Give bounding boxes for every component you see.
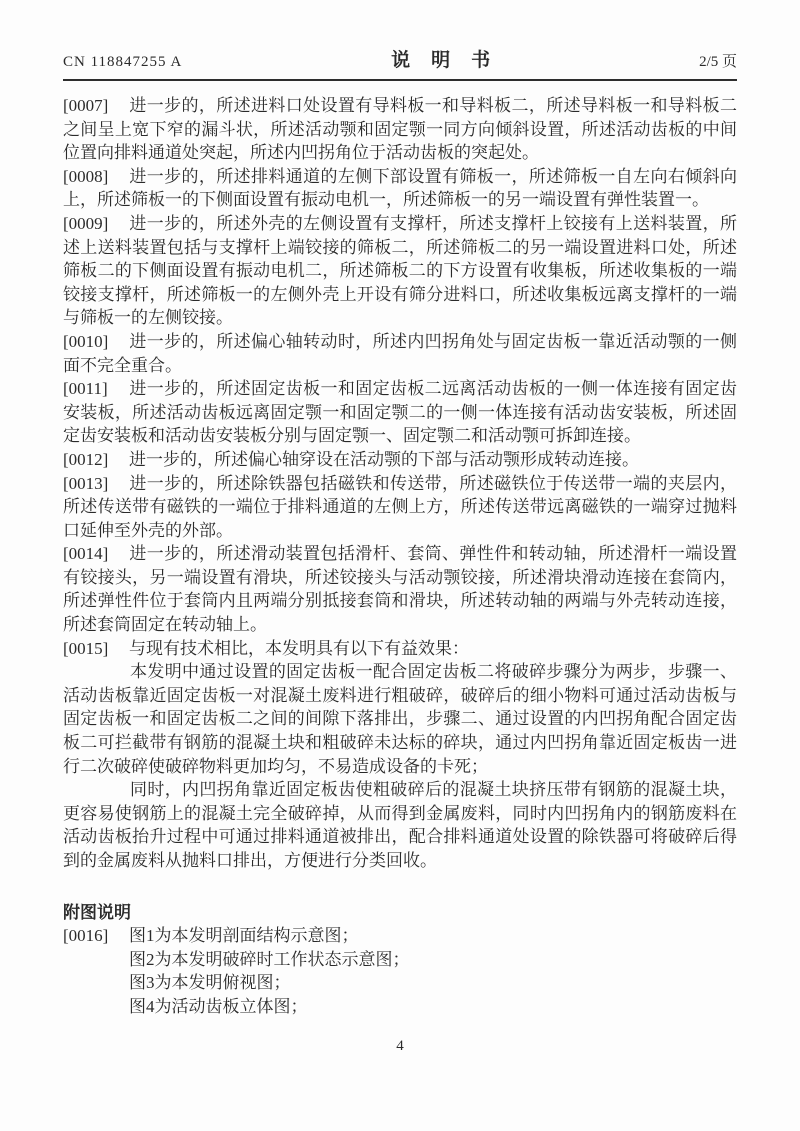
figure-line-4 xyxy=(63,995,737,1019)
paragraph-0012 xyxy=(63,448,737,472)
figure-line-text: 图3为本发明俯视图； xyxy=(129,973,291,993)
paragraph-0010 xyxy=(63,330,737,377)
paragraph-0007 xyxy=(63,94,737,165)
paragraph-number: [0013] xyxy=(63,473,109,493)
paragraph-text: 进一步的，所述外壳的左侧设置有支撑杆，所述支撑杆上铰接有上送料装置，所述上送料装置包括与支撑杆上端铰接的筛板二，所述筛板二的另一端设置进料口处，所述筛板二的下侧面设置有振动电机二，所述筛板二的下方设置有收集板，所述收集板的一端铰接支撑杆，所述筛板一的左侧外壳上开设有筛分进料口，所述收集板远离支撑杆的一端与筛板一的左侧铰接。 xyxy=(63,213,737,328)
page-header xyxy=(63,0,737,81)
paragraph-0008 xyxy=(63,165,737,212)
patent-number: CN 118847255 A xyxy=(63,54,183,70)
page-number: 4 xyxy=(396,1038,404,1054)
page-indicator: 2/5 页 xyxy=(699,54,737,70)
figure-list xyxy=(63,924,737,1018)
paragraph-number: [0015] xyxy=(63,638,109,658)
paragraph-0014 xyxy=(63,542,737,636)
paragraph-indent-10 xyxy=(63,778,737,872)
paragraph-text: 本发明中通过设置的固定齿板一配合固定齿板二将破碎步骤分为两步，步骤一、活动齿板靠近固定齿板一对混凝土废料进行粗破碎，破碎后的细小物料可通过活动齿板与固定齿板一和固定齿板二之间的间隙下落排出，步骤二、通过设置的内凹拐角配合固定齿板二可拦截带有钢筋的混凝土块和粗破碎未达标的碎块，通过内凹拐角靠近固定板齿一进行二次破碎使破碎物料更加均匀，不易造成设备的卡死； xyxy=(63,662,737,776)
paragraph-number: [0007] xyxy=(63,96,109,115)
figure-line-text: 图4为活动齿板立体图； xyxy=(129,996,308,1016)
figure-line-3 xyxy=(63,971,737,995)
paragraph-0015 xyxy=(63,637,737,661)
specification-body xyxy=(63,94,737,1019)
document-title: 说明书 xyxy=(391,50,512,71)
figure-line-1 xyxy=(63,924,737,948)
paragraph-text: 进一步的，所述偏心轴转动时，所述内凹拐角处与固定齿板一靠近活动颚的一侧面不完全重合。 xyxy=(63,331,737,375)
figure-line-2 xyxy=(63,948,737,972)
paragraph-0009 xyxy=(63,212,737,330)
figure-line-text: 图2为本发明破碎时工作状态示意图； xyxy=(129,949,410,969)
paragraph-text: 进一步的，所述滑动装置包括滑杆、套筒、弹性件和转动轴，所述滑杆一端设置有铰接头，另一端设置有滑块，所述铰接头与活动颚铰接，所述滑块滑动连接在套筒内，所述弹性件位于套筒内且两端分别抵接套筒和滑块，所述转动轴的两端与外壳转动连接，所述套筒固定在转动轴上。 xyxy=(63,544,737,635)
paragraph-number: [0014] xyxy=(63,544,109,564)
paragraph-text: 进一步的，所述偏心轴穿设在活动颚的下部与活动颚形成转动连接。 xyxy=(129,449,639,469)
figures-heading: 附图说明 xyxy=(63,902,131,922)
paragraph-0013 xyxy=(63,472,737,543)
paragraph-list xyxy=(63,94,737,873)
paragraph-indent-9 xyxy=(63,660,737,778)
paragraph-text: 进一步的，所述除铁器包括磁铁和传送带，所述磁铁位于传送带一端的夹层内，所述传送带有磁铁的一端位于排料通道的左侧上方，所述传送带远离磁铁的一端穿过抛料口延伸至外壳的外部。 xyxy=(63,473,737,540)
paragraph-number: [0012] xyxy=(63,449,109,469)
figure-line-text: 图1为本发明剖面结构示意图； xyxy=(129,926,359,946)
paragraph-0011 xyxy=(63,377,737,448)
paragraph-text: 进一步的，所述进料口处设置有导料板一和导料板二，所述导料板一和导料板二之间呈上宽下窄的漏斗状，所述活动颚和固定颚一同方向倾斜设置，所述活动齿板的中间位置向排料通道处突起，所述内凹拐角位于活动齿板的突起处。 xyxy=(63,96,737,163)
paragraph-number: [0008] xyxy=(63,166,109,186)
paragraph-number: [0011] xyxy=(63,379,108,399)
paragraph-text: 与现有技术相比，本发明具有以下有益效果： xyxy=(129,638,469,658)
paragraph-number: [0009] xyxy=(63,213,109,233)
paragraph-number: [0010] xyxy=(63,331,109,351)
paragraph-text: 同时，内凹拐角靠近固定板齿使粗破碎后的混凝土块挤压带有钢筋的混凝土块，更容易使钢筋上的混凝土完全破碎掉，从而得到金属废料，同时内凹拐角内的钢筋废料在活动齿板抬升过程中可通过排料通道被排出，配合排料通道处设置的除铁器可将破碎后得到的金属废料从抛料口排出，方便进行分类回收。 xyxy=(63,780,737,870)
paragraph-number: [0016] xyxy=(63,926,109,946)
paragraph-text: 进一步的，所述固定齿板一和固定齿板二远离活动齿板的一侧一体连接有固定齿安装板，所述活动齿板远离固定颚一和固定颚二的一侧一体连接有活动齿安装板，所述固定齿安装板和活动齿安装板分别与固定颚一、固定颚二和活动颚可拆卸连接。 xyxy=(63,379,737,446)
paragraph-text: 进一步的，所述排料通道的左侧下部设置有筛板一，所述筛板一自左向右倾斜向上，所述筛板一的下侧面设置有振动电机一，所述筛板一的另一端设置有弹性装置一。 xyxy=(63,166,737,210)
figures-section xyxy=(63,901,737,1019)
